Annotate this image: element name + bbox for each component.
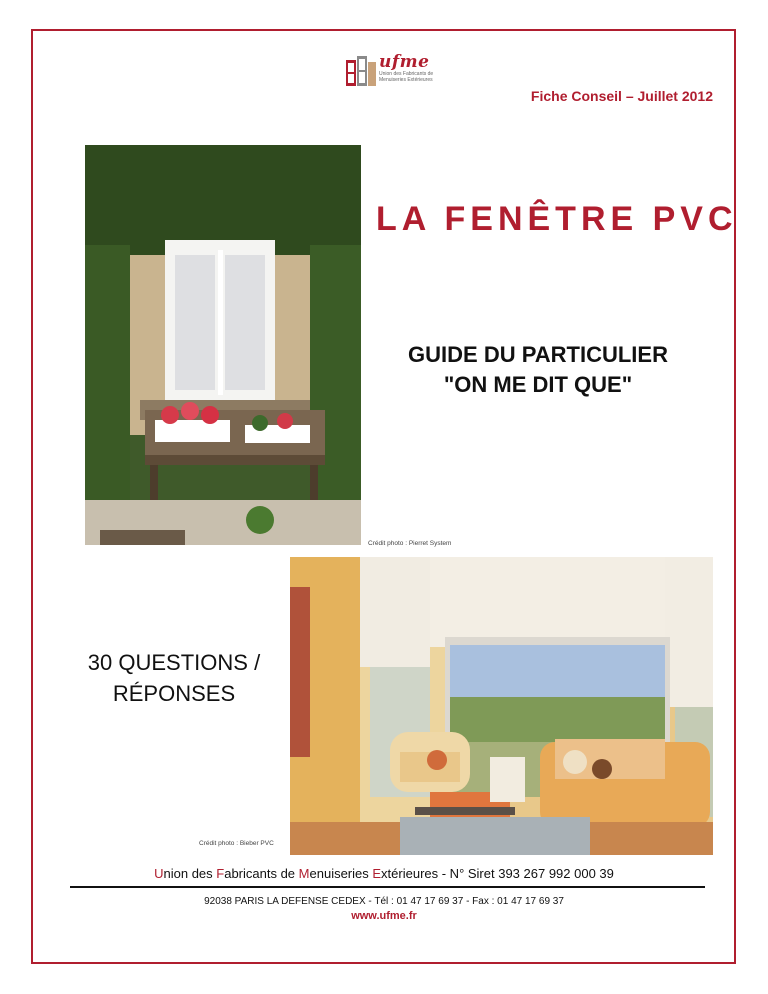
guide-subtitle — [368, 340, 708, 400]
questions-heading — [70, 647, 278, 709]
footer-address: 92038 PARIS LA DEFENSE CEDEX - Tél : 01 47 17 69 37 - Fax : 01 47 17 69 37 — [204, 896, 564, 907]
footer-divider — [70, 886, 705, 888]
photo2-credit: Crédit photo : Bieber PVC — [199, 840, 274, 847]
union-text-3: enuiseries — [309, 866, 373, 881]
website-link[interactable]: www.ufme.fr — [351, 910, 417, 922]
union-initial-f: F — [216, 866, 225, 881]
union-initial-u: U — [154, 866, 164, 881]
logo-tagline: Union des Fabricants de Menuiseries Extérieures — [379, 71, 434, 83]
union-initial-m: M — [298, 866, 310, 881]
living-room-photo — [290, 557, 713, 855]
union-initial-e: E — [372, 866, 382, 881]
fiche-date: Fiche Conseil – Juillet 2012 — [530, 88, 713, 104]
guide-line-2: "ON ME DIT QUE" — [443, 372, 633, 397]
photo1-credit: Crédit photo : Pierret System — [368, 540, 452, 547]
page-title: LA FENÊTRE PVC — [376, 200, 738, 238]
window-photo — [85, 145, 361, 545]
questions-line-2: RÉPONSES — [112, 681, 236, 706]
union-line — [0, 866, 768, 881]
union-text-1: nion des — [163, 866, 217, 881]
questions-line-1: 30 QUESTIONS / — [87, 650, 261, 675]
union-text-4: xtérieures - N° Siret 393 267 992 000 39 — [381, 866, 614, 881]
logo-brand: ufme — [379, 52, 430, 72]
guide-line-1: GUIDE DU PARTICULIER — [408, 342, 668, 367]
union-text-2: abricants de — [224, 866, 299, 881]
